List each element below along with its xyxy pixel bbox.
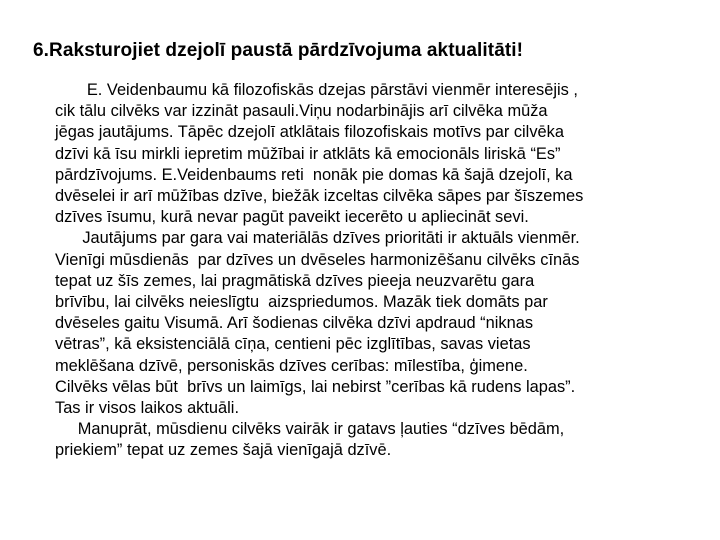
text-line: Jautājums par gara vai materiālās dzīves prioritāti ir aktuāls vienmēr. xyxy=(55,229,580,248)
text-line: Manuprāt, mūsdienu cilvēks vairāk ir gatavs ļauties “dzīves bēdām, xyxy=(55,420,565,439)
text-line: brīvību, lai cilvēks neieslīgtu aizspriedumos. Mazāk tiek domāts par xyxy=(55,293,548,312)
text-line: meklēšana dzīvē, personiskās dzīves cerības: mīlestība, ģimene. xyxy=(55,356,528,375)
text-line: jēgas jautājums. Tāpēc dzejolī atklātais filozofiskais motīvs par cilvēka xyxy=(55,123,564,142)
text-line: pārdzīvojums. E.Veidenbaums reti nonāk pie domas kā šajā dzejolī, ka xyxy=(55,165,573,184)
body-text xyxy=(55,80,705,462)
text-line: Cilvēks vēlas būt brīvs un laimīgs, lai nebirst ”cerības kā rudens lapas”. xyxy=(55,377,576,396)
text-line: priekiem” tepat uz zemes šajā vienīgajā dzīvē. xyxy=(55,441,392,460)
text-line: E. Veidenbaumu kā filozofiskās dzejas pārstāvi vienmēr interesējis , xyxy=(55,81,578,99)
text-line: tepat uz šīs zemes, lai pragmātiskā dzīves pieeja neuzvarētu gara xyxy=(55,271,535,290)
slide-title: 6.Raksturojiet dzejolī paustā pārdzīvojuma aktualitāti! xyxy=(33,40,524,61)
text-line: dzīvi kā īsu mirkli iepretim mūžībai ir atklāts kā emocionāls liriskā “Es” xyxy=(55,144,561,163)
text-line: dvēselei ir arī mūžības dzīve, biežāk izceltas cilvēka sāpes par šīszemes xyxy=(55,187,584,206)
text-line: Tas ir visos laikos aktuāli. xyxy=(55,399,240,418)
text-line: cik tālu cilvēks var izzināt pasauli.Viņu nodarbinājis arī cilvēka mūža xyxy=(55,102,548,121)
text-line: Vienīgi mūsdienās par dzīves un dvēseles harmonizēšanu cilvēks cīnās xyxy=(55,250,580,269)
text-line: vētras”, kā eksistenciālā cīņa, centieni pēc izglītības, savas vietas xyxy=(55,335,531,354)
text-line: dzīves īsumu, kurā nevar pagūt paveikt iecerēto u apliecināt sevi. xyxy=(55,208,529,227)
text-line: dvēseles gaitu Visumā. Arī šodienas cilvēka dzīvi apdraud “niknas xyxy=(55,314,534,333)
